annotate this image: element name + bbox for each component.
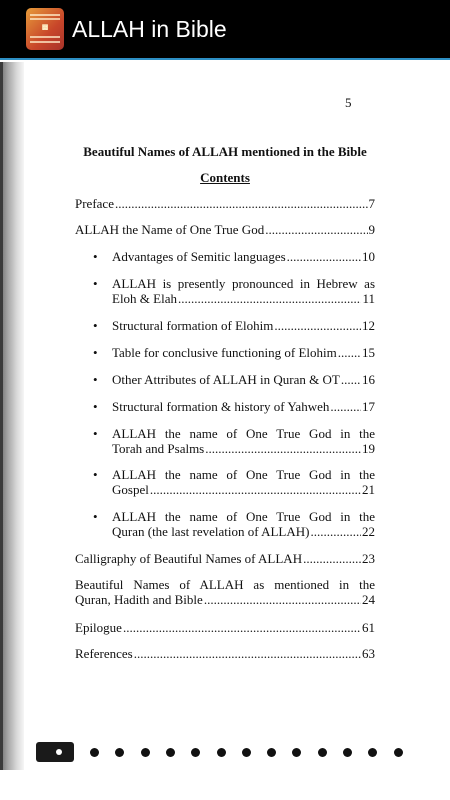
toc-leader (287, 249, 361, 264)
page-indicator-dot[interactable] (90, 748, 99, 757)
toc-leader (274, 318, 361, 333)
toc-page: 23 (362, 551, 375, 566)
toc-label-line2: Torah and Psalms (112, 441, 205, 456)
heading-text: Beautiful Names of ALLAH mentioned in the Bible (83, 144, 367, 159)
toc-label-line1: ALLAH the name of One True God in the (112, 467, 375, 482)
page-heading (75, 144, 375, 160)
toc-label-line2: Eloh & Elah (112, 291, 177, 306)
toc-label: References (75, 646, 133, 661)
toc-page: 21 (362, 482, 375, 497)
toc-leader (123, 620, 361, 635)
bullet-icon: • (93, 426, 98, 441)
toc-label-line2: Quran (the last revelation of ALLAH) (112, 524, 310, 539)
toc-item-calligraphy[interactable] (75, 551, 375, 566)
toc-page: 24 (362, 592, 375, 607)
toc-item-elohim-table[interactable] (93, 345, 375, 360)
toc-leader (205, 441, 361, 456)
page-indicator-dot[interactable] (242, 748, 251, 757)
page-indicator-dot[interactable] (318, 748, 327, 757)
page-number: 5 (345, 95, 352, 110)
app-title: ALLAH in Bible (72, 16, 227, 42)
bullet-icon: • (93, 399, 98, 414)
toc-label-line1: ALLAH is presently pronounced in Hebrew as (112, 276, 375, 291)
toc-label-line2: Quran, Hadith and Bible (75, 592, 203, 607)
bullet-icon: • (93, 276, 98, 291)
toc-leader (134, 646, 361, 661)
toc-label: Structural formation of Elohim (112, 318, 274, 333)
toc-item-semitic[interactable] (93, 249, 375, 264)
toc-item-attributes[interactable] (93, 372, 375, 387)
toc-label-line1: ALLAH the name of One True God in the (112, 426, 375, 441)
toc-label: Preface (75, 196, 114, 211)
page-scrubber-handle[interactable] (36, 742, 74, 762)
toc-item-pronounced[interactable] (93, 276, 375, 306)
toc-item-allah-name[interactable] (75, 222, 375, 237)
scrubber-knob-icon (56, 749, 62, 755)
toc-page: 11 (362, 291, 375, 306)
book-page[interactable] (0, 62, 450, 770)
toc-page: 61 (362, 620, 375, 635)
toc-page: 22 (362, 524, 375, 539)
contents-title: Contents (200, 170, 250, 185)
toc-label-line1: ALLAH the name of One True God in the (112, 509, 375, 524)
toc-page: 16 (362, 372, 375, 387)
toc-label: Structural formation & history of Yahweh (112, 399, 330, 414)
toc-label: Advantages of Semitic languages (112, 249, 286, 264)
toc-leader (310, 524, 361, 539)
toc-label: ALLAH the Name of One True God (75, 222, 265, 237)
toc-item-torah[interactable] (93, 426, 375, 456)
toc-item-preface[interactable] (75, 196, 375, 211)
toc-leader (265, 222, 367, 237)
toc-item-quran[interactable] (93, 509, 375, 539)
toc-label-line1: Beautiful Names of ALLAH as mentioned in the (75, 577, 375, 592)
toc-leader (330, 399, 361, 414)
toc-label: Epilogue (75, 620, 122, 635)
toc-page: 63 (362, 646, 375, 661)
toc-page: 7 (368, 196, 375, 211)
bullet-icon: • (93, 318, 98, 333)
toc-leader (150, 482, 361, 497)
toc-page: 9 (368, 222, 375, 237)
page-indicator-dot[interactable] (394, 748, 403, 757)
app-bar (0, 0, 450, 60)
bullet-icon: • (93, 467, 98, 482)
toc-page: 12 (362, 318, 375, 333)
toc-item-references[interactable] (75, 646, 375, 661)
toc-leader (303, 551, 361, 566)
toc-leader (115, 196, 368, 211)
page-indicator-dot[interactable] (217, 748, 226, 757)
page-spine-edge (0, 62, 3, 770)
toc-page: 15 (362, 345, 375, 360)
toc-item-beautiful-names[interactable] (75, 577, 375, 607)
bullet-icon: • (93, 372, 98, 387)
page-spine-shadow (0, 62, 24, 770)
toc-page: 17 (362, 399, 375, 414)
bottom-strip (0, 770, 450, 800)
toc-page: 19 (362, 441, 375, 456)
toc-leader (178, 291, 361, 306)
toc-item-epilogue[interactable] (75, 620, 375, 635)
toc-label: Calligraphy of Beautiful Names of ALLAH (75, 551, 303, 566)
toc-item-elohim-structure[interactable] (93, 318, 375, 333)
bullet-icon: • (93, 345, 98, 360)
toc-leader (204, 592, 361, 607)
toc-leader (341, 372, 361, 387)
toc-leader (338, 345, 361, 360)
toc-label: Other Attributes of ALLAH in Quran & OT (112, 372, 340, 387)
bullet-icon: • (93, 509, 98, 524)
toc-page: 10 (362, 249, 375, 264)
toc-label-line2: Gospel (112, 482, 149, 497)
toc-item-yahweh[interactable] (93, 399, 375, 414)
page-indicator-dot[interactable] (166, 748, 175, 757)
toc-label: Table for conclusive functioning of Elohim (112, 345, 337, 360)
toc-item-gospel[interactable] (93, 467, 375, 497)
app-logo-icon[interactable]: ▩ (26, 8, 64, 50)
page-indicator-dot[interactable] (141, 748, 150, 757)
bullet-icon: • (93, 249, 98, 264)
page-indicator-dot[interactable] (343, 748, 352, 757)
